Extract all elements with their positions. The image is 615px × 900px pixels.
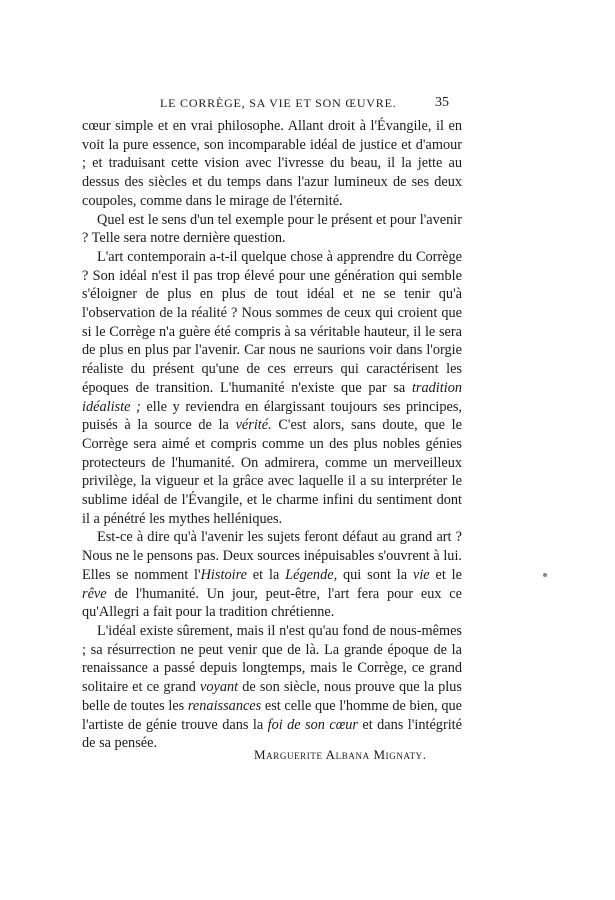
text-run: et la bbox=[246, 566, 286, 583]
paragraph-3 bbox=[82, 248, 462, 529]
ink-speck bbox=[543, 573, 547, 577]
page-number: 35 bbox=[435, 95, 449, 110]
italic-phrase: vie bbox=[412, 566, 430, 583]
italic-phrase: Légende, bbox=[285, 566, 338, 583]
italic-phrase: rêve bbox=[82, 585, 107, 602]
italic-phrase: renaissances bbox=[187, 697, 262, 714]
paragraph-4 bbox=[82, 528, 462, 622]
text-run: de son siècle, nous prouve que la plus belle de toutes les bbox=[82, 679, 462, 714]
paragraph-1: cœur simple et en vrai philosophe. Allant droit à l'Évangile, il en voit la pure essence, son incomparable idéal de justice et d'amour ; et traduisant cette vision avec l'ivresse du beau, il la jette au dessus des siècles et du temps dans l'azur lumineux de ses deux coupoles, comme dans le mirage de l'éternité. bbox=[82, 118, 462, 209]
text-run: L'art contemporain a-t-il quelque chose à apprendre du Corrège ? Son idéal n'est il pas trop élevé pour une génération qui semble s'éloigner de plus en plus de tout idéal et ne se tenir qu'à l'observation de la réalité ? Nous sommes de ceux qui croient que si le Corrège n'a guère été compris à sa véritable hauteur, il le sera de plus en plus par l'avenir. Car nous ne saurions voir dans l'orgie réaliste du présent qu'une de ces erreurs qui caractérisent les époques de transition. L'humanité n'existe que par sa bbox=[82, 248, 462, 396]
text-run: elle y reviendra en élargissant toujours ses principes, puisés à la source de la bbox=[82, 398, 462, 434]
text-run: C'est alors, sans doute, que le Corrège sera aimé et compris comme un des plus nobles génies protecteurs de l'humanité. On admirera, comme un merveilleux privilège, la vigueur et la grâce avec laquelle il a su interpréter le sublime idéal de l'Évangile, et le charme infini du sentiment dont il a pénétré les mythes helléniques. bbox=[82, 417, 462, 527]
paragraph-5 bbox=[82, 622, 462, 753]
italic-phrase: Histoire bbox=[200, 566, 247, 583]
italic-phrase: vérité. bbox=[235, 417, 272, 434]
text-run: L'idéal existe sûrement, mais il n'est qu'au fond de nous-mêmes ; sa résurrection ne peut venir que de là. La grande époque de la renaissance a passé depuis longtemps, mais le Corrège, ce grand solitaire et ce grand bbox=[82, 622, 462, 696]
text-run: est celle que l'homme de bien, que l'artiste de génie trouve dans la bbox=[82, 697, 462, 733]
text-run: Est-ce à dire qu'à l'avenir les sujets feront défaut au grand art ? Nous ne le pensons pas. Deux sources inépuisables s'ouvrent à lui. Elles se nomment l' bbox=[82, 529, 462, 583]
text-run: et le bbox=[429, 566, 462, 583]
author-signature: Marguerite Albana Mignaty. bbox=[254, 747, 427, 762]
text-run: et dans l'intégrité de sa pensée. bbox=[82, 716, 462, 752]
italic-phrase: voyant bbox=[200, 679, 239, 696]
paragraph-2: Quel est le sens d'un tel exemple pour le présent et pour l'avenir ? Telle sera notre dernière question. bbox=[82, 211, 462, 247]
italic-phrase: tradition idéaliste ; bbox=[82, 379, 462, 415]
italic-phrase: foi de son cœur bbox=[267, 716, 358, 733]
text-run: de l'humanité. Un jour, peut-être, l'art fera pour eux ce qu'Allegri a fait pour la tradition chrétienne. bbox=[82, 585, 462, 621]
text-run: qui sont la bbox=[337, 566, 413, 583]
body-text bbox=[82, 117, 462, 753]
running-title: LE CORRÈGE, SA VIE ET SON ŒUVRE. bbox=[160, 96, 397, 110]
